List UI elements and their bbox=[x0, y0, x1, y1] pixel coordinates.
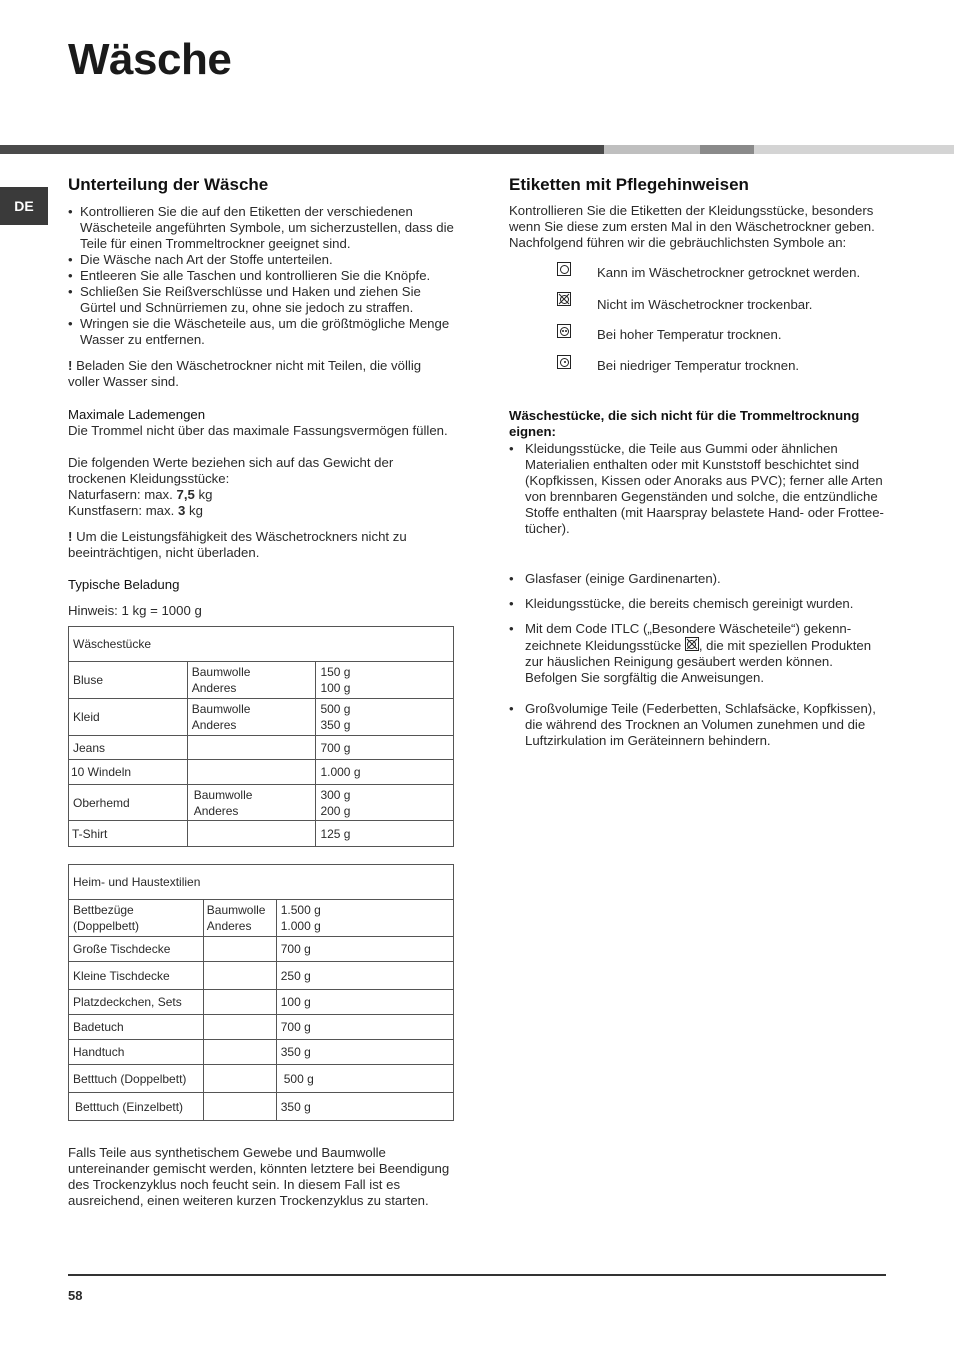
table-row bbox=[69, 1040, 454, 1065]
do-not-tumble-dry-icon bbox=[557, 292, 571, 306]
table-cell-material bbox=[203, 962, 276, 990]
table-cell-material bbox=[187, 736, 316, 760]
list-item: • Entleeren Sie alle Taschen und kontrollieren Sie die Knöpfe. bbox=[68, 268, 454, 284]
table-cell-item: Bettbezüge (Doppelbett) bbox=[69, 900, 204, 937]
natural-fibres-unit: kg bbox=[198, 487, 213, 502]
table-row bbox=[69, 699, 454, 736]
list-item: • Kleidungsstücke, die Teile aus Gummi oder ähnlichen Materialien enthalten oder mit Kunststoff beschichtet sind (Kopfkissen, Kissen oder Anoraks aus PVC); ferner alle Arten von brennbaren Gegenständen und solche, die entzündliche Stoffe enthalten (mit Haarspray belastete Hand- oder Frotteetücher). bbox=[509, 441, 887, 537]
table-cell-weight: 700 g bbox=[276, 937, 453, 962]
synthetic-fibres-label: Kunstfasern: max. bbox=[68, 503, 175, 518]
synthetic-fibres-max bbox=[68, 503, 203, 519]
table-cell-weight: 100 g bbox=[276, 990, 453, 1015]
dot-shape bbox=[564, 361, 566, 363]
section-heading-sorting: Unterteilung der Wäsche bbox=[68, 175, 269, 194]
warning-overfill bbox=[68, 358, 454, 390]
table-cell-weight: 350 g bbox=[276, 1093, 453, 1121]
table-cell-material bbox=[203, 937, 276, 962]
unsuitable-items-heading: Wäschestücke, die sich nicht für die Trommeltrocknung eignen: bbox=[509, 408, 860, 439]
table-cell-item: Bluse bbox=[69, 662, 188, 699]
table-row bbox=[69, 1015, 454, 1040]
symbol-description: Bei hoher Temperatur trocknen. bbox=[597, 327, 782, 342]
table-cell-item: Kleid bbox=[69, 699, 188, 736]
list-item: • Kleidungsstücke, die bereits chemisch gereinigt wurden. bbox=[509, 596, 887, 612]
table-cell-weight: 150 g 100 g bbox=[316, 662, 454, 699]
warning-text: Beladen Sie den Wäschetrockner nicht mit Teilen, die völlig voller Wasser sind. bbox=[68, 358, 422, 389]
section-heading-care-labels: Etiketten mit Pflegehinweisen bbox=[509, 175, 749, 194]
table-cell-item: Platzdeckchen, Sets bbox=[69, 990, 204, 1015]
synthetic-fibres-unit: kg bbox=[188, 503, 203, 518]
header-rule-mid bbox=[604, 145, 700, 154]
warning-text: Um die Leistungsfähigkeit des Wäschetrockners nicht zu beeinträchtigen, nicht überladen. bbox=[68, 529, 407, 560]
table-row bbox=[69, 900, 454, 937]
table-header: Wäschestücke bbox=[69, 627, 454, 662]
table-cell-material bbox=[187, 821, 316, 847]
table-cell-material: Baumwolle Anderes bbox=[187, 699, 316, 736]
table-cell-material bbox=[203, 1015, 276, 1040]
max-load-heading: Maximale Lademengen bbox=[68, 407, 206, 422]
table-cell-weight: 700 g bbox=[316, 736, 454, 760]
table-row bbox=[69, 821, 454, 847]
table-cell-material: Baumwolle Anderes bbox=[187, 662, 316, 699]
list-item: • Großvolumige Teile (Federbetten, Schlafsäcke, Kopfkissen), die während des Trocknen an Volumen zunehmen und die Luftzirkulation im Geräteinnern behindern. bbox=[509, 701, 887, 749]
natural-fibres-label: Naturfasern: max. bbox=[68, 487, 173, 502]
table-cell-item: Betttuch (Einzelbett) bbox=[69, 1093, 204, 1121]
max-load-text-1: Die Trommel nicht über das maximale Fassungsvermögen füllen. bbox=[68, 423, 448, 438]
page-title: Wäsche bbox=[68, 35, 232, 84]
unsuitable-items-list bbox=[509, 441, 887, 537]
page-number: 58 bbox=[68, 1288, 83, 1303]
table-cell-material bbox=[203, 1065, 276, 1093]
sorting-bullet-list bbox=[68, 204, 454, 348]
warning-mark: ! bbox=[68, 358, 73, 373]
footer-rule bbox=[68, 1274, 886, 1276]
table-row bbox=[69, 1093, 454, 1121]
table-cell-weight: 350 g bbox=[276, 1040, 453, 1065]
symbol-description: Bei niedriger Temperatur trocknen. bbox=[597, 358, 800, 373]
table-row bbox=[69, 990, 454, 1015]
header-rule-dark bbox=[0, 145, 604, 154]
table-cell-weight: 300 g 200 g bbox=[316, 785, 454, 821]
table-cell-weight: 500 g bbox=[276, 1065, 453, 1093]
itlc-text: Mit dem Code ITLC („Besondere Wäscheteile“) gekennzeichnete Kleidungsstücke bbox=[525, 621, 852, 653]
do-not-tumble-dry-icon bbox=[685, 637, 699, 651]
header-rule-gray bbox=[700, 145, 754, 154]
table-row bbox=[69, 662, 454, 699]
table-cell-material: Baumwolle Anderes bbox=[203, 900, 276, 937]
list-item bbox=[509, 621, 887, 686]
table-cell-item: Handtuch bbox=[69, 1040, 204, 1065]
header-rule-light bbox=[754, 145, 954, 154]
tumble-dry-allowed-icon bbox=[557, 262, 571, 276]
table-cell-item: 10 Windeln bbox=[69, 760, 188, 785]
max-load-text-2: Die folgenden Werte beziehen sich auf das Gewicht der trockenen Kleidungsstücke: bbox=[68, 455, 394, 486]
table-cell-weight: 500 g 350 g bbox=[316, 699, 454, 736]
table-cell-item: Oberhemd bbox=[69, 785, 188, 821]
table-row bbox=[69, 1065, 454, 1093]
table-cell-item: Badetuch bbox=[69, 1015, 204, 1040]
mixed-fabrics-note: Falls Teile aus synthetischem Gewebe und Baumwolle untereinander gemischt werden, könnten letztere bei Beendigung des Trockenzyklus noch feucht sein. In diesem Fall ist es ausreichend, einen weiteren kurzen Trockenzyklus zu starten. bbox=[68, 1145, 450, 1208]
natural-fibres-max bbox=[68, 487, 212, 503]
table-cell-weight: 250 g bbox=[276, 962, 453, 990]
natural-fibres-value: 7,5 bbox=[176, 487, 195, 502]
table-cell-weight: 1.000 g bbox=[316, 760, 454, 785]
table-cell-item: Große Tischdecke bbox=[69, 937, 204, 962]
weight-note: Hinweis: 1 kg = 1000 g bbox=[68, 603, 202, 618]
table-cell-material bbox=[187, 760, 316, 785]
synthetic-fibres-value: 3 bbox=[177, 503, 186, 518]
list-item: • Kontrollieren Sie die auf den Etiketten der verschiedenen Wäscheteile angeführten Symbole, um sicherzustellen, dass die Teile für einen Trommeltrockner geeignet sind. bbox=[68, 204, 454, 252]
symbol-description: Nicht im Wäschetrockner trockenbar. bbox=[597, 297, 813, 312]
circle-shape bbox=[560, 327, 569, 336]
typical-load-heading: Typische Beladung bbox=[68, 577, 180, 592]
tumble-dry-low-icon bbox=[557, 355, 571, 369]
itlc-text-continued: , die mit speziellen Produkten zur häuslichen Reinigung gesäubert werden können. Befolgen Sie sorgfältig die Anweisungen. bbox=[525, 638, 872, 685]
unsuitable-items-list bbox=[509, 571, 887, 587]
table-row bbox=[69, 937, 454, 962]
symbol-description: Kann im Wäschetrockner getrocknet werden. bbox=[597, 265, 861, 280]
unsuitable-items-list bbox=[509, 596, 887, 612]
table-header: Heim- und Haustextilien bbox=[69, 865, 454, 900]
table-cell-item: Betttuch (Doppelbett) bbox=[69, 1065, 204, 1093]
list-item: • Wringen sie die Wäscheteile aus, um die größtmögliche Menge Wasser zu entfernen. bbox=[68, 316, 454, 348]
table-cell-material bbox=[203, 1040, 276, 1065]
unsuitable-items-list bbox=[509, 621, 887, 686]
table-cell-item: Jeans bbox=[69, 736, 188, 760]
unsuitable-items-list bbox=[509, 701, 887, 749]
table-row bbox=[69, 962, 454, 990]
warning-overload bbox=[68, 529, 454, 561]
table-cell-material bbox=[203, 1093, 276, 1121]
table-cell-weight: 125 g bbox=[316, 821, 454, 847]
circle-shape bbox=[560, 265, 569, 274]
cross-icon bbox=[558, 293, 572, 307]
care-labels-intro: Kontrollieren Sie die Etiketten der Kleidungsstücke, besonders wenn Sie diese zum ersten Mal in den Wäschetrockner geben. Nachfolgend führen wir die gebräuchlichsten Symbole an: bbox=[509, 203, 875, 250]
table-cell-material bbox=[203, 990, 276, 1015]
language-badge: DE bbox=[0, 187, 48, 225]
list-item: • Glasfaser (einige Gardinenarten). bbox=[509, 571, 887, 587]
tumble-dry-high-icon bbox=[557, 324, 571, 338]
list-item: • Die Wäsche nach Art der Stoffe unterteilen. bbox=[68, 252, 454, 268]
table-cell-item: Kleine Tischdecke bbox=[69, 962, 204, 990]
table-cell-weight: 700 g bbox=[276, 1015, 453, 1040]
table-row bbox=[69, 785, 454, 821]
table-row bbox=[69, 736, 454, 760]
warning-mark: ! bbox=[68, 529, 73, 544]
table-cell-item: T-Shirt bbox=[69, 821, 188, 847]
table-cell-weight: 1.500 g 1.000 g bbox=[276, 900, 453, 937]
dot-shape bbox=[562, 330, 564, 332]
table-row bbox=[69, 760, 454, 785]
list-item: • Schließen Sie Reißverschlüsse und Haken und ziehen Sie Gürtel und Schnürriemen zu, ohne sie jedoch zu straffen. bbox=[68, 284, 454, 316]
dot-shape bbox=[565, 330, 567, 332]
laundry-weight-table bbox=[68, 626, 454, 847]
table-cell-material: Baumwolle Anderes bbox=[187, 785, 316, 821]
household-textiles-table bbox=[68, 864, 454, 1121]
cross-icon bbox=[686, 638, 700, 652]
